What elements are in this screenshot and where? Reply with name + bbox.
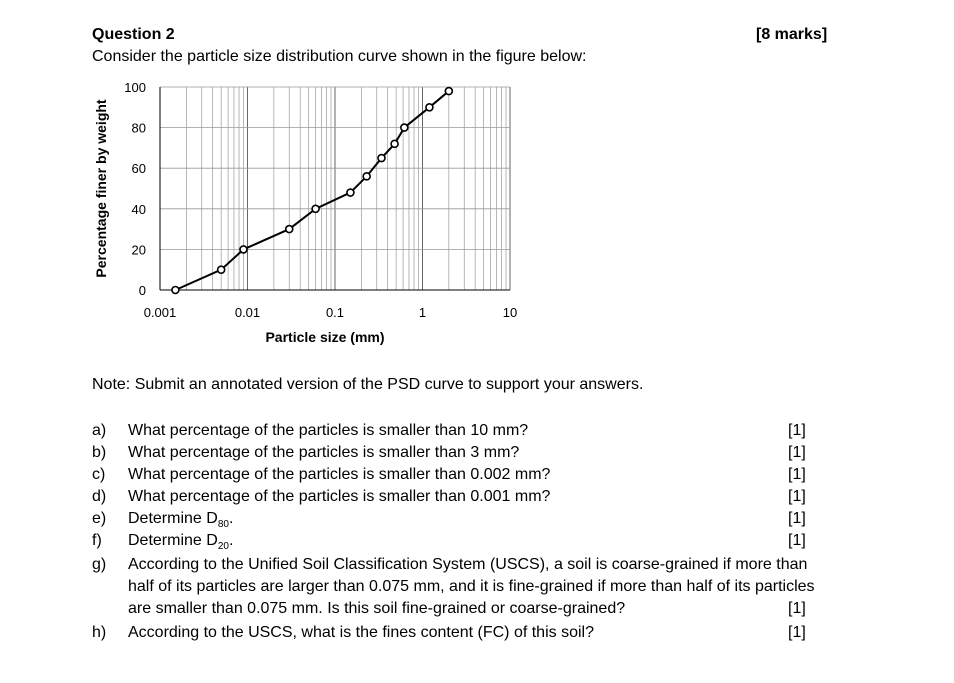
y-axis-label: Percentage finer by weight bbox=[93, 99, 109, 278]
x-tick-label: 0.001 bbox=[143, 305, 177, 320]
data-point bbox=[426, 104, 433, 111]
question-mark: [1] bbox=[788, 510, 806, 527]
question-letter: b) bbox=[92, 444, 107, 461]
question-text: What percentage of the particles is smaller than 10 mm? bbox=[128, 422, 529, 439]
y-tick-labels bbox=[124, 80, 146, 298]
question-letter: f) bbox=[92, 532, 102, 549]
question-intro: Consider the particle size distribution curve shown in the figure below: bbox=[92, 48, 587, 65]
x-axis-label: Particle size (mm) bbox=[265, 329, 385, 345]
question-letter: c) bbox=[92, 466, 106, 483]
y-tick-label: 20 bbox=[131, 242, 146, 258]
x-tick-label: 1 bbox=[418, 305, 427, 320]
question-text: Determine $D_{80}$. bbox=[128, 510, 234, 531]
y-tick-label: 0 bbox=[138, 283, 146, 298]
question-title: Question 2 bbox=[92, 26, 175, 43]
question-text-line-3: are smaller than 0.075 mm. Is this soil fine-grained or coarse-grained? bbox=[128, 600, 626, 617]
question-text: What percentage of the particles is smaller than 0.001 mm? bbox=[128, 488, 551, 505]
question-mark: [1] bbox=[788, 444, 806, 461]
data-point bbox=[378, 155, 385, 162]
note-text: Note: Submit an annotated version of the PSD curve to support your answers. bbox=[92, 376, 644, 393]
data-point bbox=[347, 189, 354, 196]
question-text-line-2: half of its particles are larger than 0.075 mm, and it is fine-grained if more than half of its particles bbox=[128, 578, 815, 595]
psd-chart bbox=[90, 75, 530, 355]
data-point bbox=[363, 173, 370, 180]
question-mark: [1] bbox=[788, 488, 806, 505]
question-text: What percentage of the particles is smaller than 0.002 mm? bbox=[128, 466, 551, 483]
question-letter: a) bbox=[92, 422, 107, 439]
question-letter: h) bbox=[92, 624, 107, 641]
y-tick-label: 80 bbox=[131, 120, 146, 136]
question-letter: g) bbox=[92, 556, 107, 573]
x-tick-label: 0.1 bbox=[325, 305, 345, 320]
data-point bbox=[218, 266, 225, 273]
data-point bbox=[391, 140, 398, 147]
x-tick-labels bbox=[144, 305, 518, 320]
psd-curve-line bbox=[175, 91, 448, 290]
question-text: According to the USCS, what is the fines content (FC) of this soil? bbox=[128, 624, 594, 641]
question-text-line-1: According to the Unified Soil Classification System (USCS), a soil is coarse-grained if more than bbox=[128, 556, 808, 573]
y-tick-label: 100 bbox=[124, 80, 146, 95]
data-point bbox=[286, 226, 293, 233]
question-mark: [1] bbox=[788, 624, 806, 641]
question-letter: d) bbox=[92, 488, 107, 505]
x-tick-label: 0.01 bbox=[234, 305, 261, 320]
question-mark: [1] bbox=[788, 422, 806, 439]
question-letter: e) bbox=[92, 510, 107, 527]
question-mark: [1] bbox=[788, 466, 806, 483]
question-mark: [1] bbox=[788, 600, 806, 617]
question-text: What percentage of the particles is smaller than 3 mm? bbox=[128, 444, 520, 461]
x-tick-label: 10 bbox=[502, 305, 518, 320]
data-point bbox=[401, 124, 408, 131]
chart-grid bbox=[160, 87, 510, 290]
psd-series bbox=[172, 88, 452, 294]
question-text: Determine $D_{20}$. bbox=[128, 532, 234, 553]
data-point bbox=[445, 88, 452, 95]
total-marks: [8 marks] bbox=[756, 26, 828, 43]
y-tick-label: 60 bbox=[131, 161, 146, 177]
question-mark: [1] bbox=[788, 532, 806, 549]
data-point bbox=[240, 246, 247, 253]
data-point bbox=[312, 205, 319, 212]
data-point bbox=[172, 287, 179, 294]
y-tick-label: 40 bbox=[131, 201, 146, 217]
